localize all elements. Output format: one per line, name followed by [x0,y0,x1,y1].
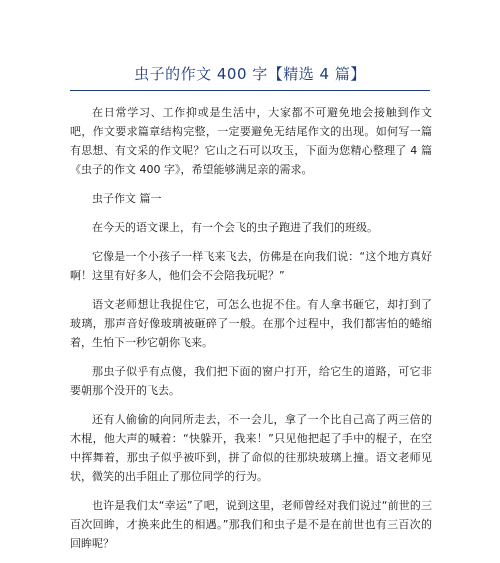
body-paragraph: 在今天的语文课上，有一个会飞的虫子跑进了我们的班级。 [92,221,378,234]
document-body [70,103,432,563]
body-paragraph: 还有人偷偷的向同所走去，不一会儿，拿了一个比自己高了两三倍的木棍，他大声的喊着：“快躲开，我来！”只见他把起了手中的棍子，在空中挥舞着，那虫子似乎被吓到，拼了命似的往那块玻璃上撞。语文老师见状，微笑的出手阻止了那位同学的行为。 [70,413,432,483]
body-paragraph: 也许是我们太“幸运”了吧，说到这里，老师曾经对我们说过“前世的三百次回眸，才换来此生的相遇。”那我们和虫子是不是在前世也有三百次的回眸呢？ [70,499,432,550]
body-paragraph: 它像是一个小孩子一样飞来飞去，仿佛是在向我们说：“这个地方真好啊！这里有好多人，他们会不会陪我玩呢？” [70,250,432,282]
intro-paragraph: 在日常学习、工作抑或是生活中，大家都不可避免地会接触到作文吧，作文要求篇章结构完整，一定要避免无结尾作文的出现。如何写一篇有思想、有文采的作文呢？它山之石可以攻玉，下面为您精心整理了 4 篇《虫子的作文 400 字》，希望能够满足亲的需求。 [70,106,432,176]
body-paragraph: 那虫子似乎有点傻，我们把下面的窗户打开，给它生的道路，可它非要朝那个没开的飞去。 [70,365,432,397]
title-divider [70,90,430,91]
document-title: 虫子的作文 400 字【精选 4 篇】 [134,65,366,83]
section-heading: 虫子作文 篇一 [92,192,162,205]
body-paragraph: 语文老师想让我捉住它，可怎么也捉不住。有人拿书砸它，却打到了玻璃，那声音好像玻璃被砸碎了一般。在那个过程中，我们都害怕的蜷缩着，生怕下一秒它朝你飞来。 [70,298,432,349]
